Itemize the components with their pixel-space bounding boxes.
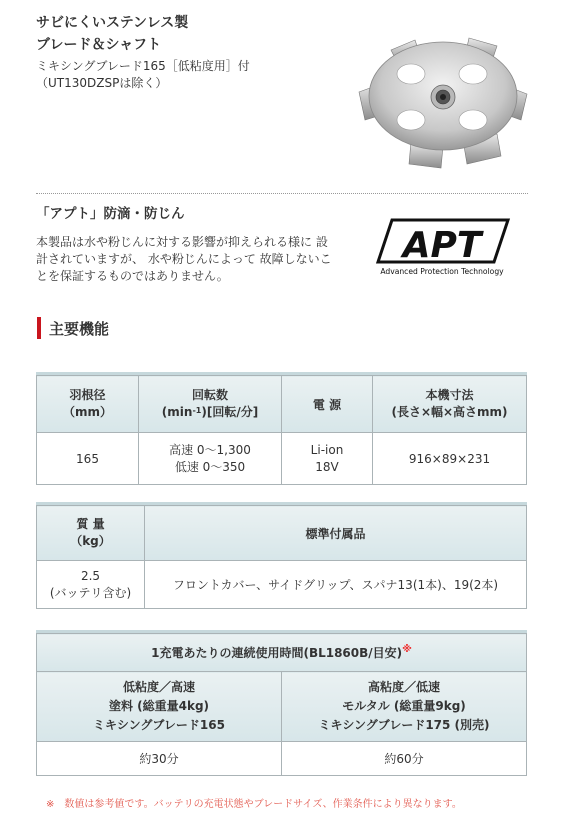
cell-power xyxy=(282,433,373,485)
heading-accent-bar xyxy=(37,317,41,339)
header-speed-line1: 回転数 xyxy=(191,388,228,402)
footnote: ※ 数値は参考値です。バッテリの充電状態やブレードサイズ、作業条件により異なります。 xyxy=(46,799,462,810)
table2-header-accessories: 標準付属品 xyxy=(145,506,527,561)
cell-speed xyxy=(139,433,282,485)
table3-condition-high xyxy=(282,672,527,742)
feature-section xyxy=(36,0,536,180)
header-speed-unit-post: )[回転/分] xyxy=(201,405,259,419)
table3-header-row xyxy=(37,634,527,672)
feature-description xyxy=(36,58,250,92)
cell-accessories: フロントカバー、サイドグリップ、スパナ13(1本)、19(2本) xyxy=(145,561,527,609)
cell-diameter: 165 xyxy=(37,433,139,485)
feature-title-line2: ブレード＆シャフト xyxy=(36,37,162,53)
table1-header-row xyxy=(37,376,527,433)
runtime-header-mark: ※ xyxy=(402,644,412,655)
header-weight-line1: 質 量 xyxy=(76,517,105,531)
header-dimensions-line2: (長さ×幅×高さmm) xyxy=(391,405,508,419)
header-speed-unit: (min xyxy=(161,405,193,419)
table3-header-runtime xyxy=(37,634,527,672)
apt-logo-text: APT xyxy=(402,225,482,266)
cell-speed-low: 低速 0〜350 xyxy=(174,459,246,474)
table1-header-diameter xyxy=(37,376,139,433)
condition-high-line2: モルタル (総重量9kg) xyxy=(342,699,466,713)
runtime-header-text: 1充電あたりの連続使用時間(BL1860B/目安) xyxy=(151,646,403,660)
header-diameter-line2: （mm） xyxy=(62,405,112,419)
cell-power-line2: 18V xyxy=(315,459,339,474)
cell-speed-high: 高速 0〜1,300 xyxy=(169,442,251,457)
condition-high-line1: 高粘度／低速 xyxy=(367,680,440,694)
header-dimensions-line1: 本機寸法 xyxy=(425,388,474,402)
table2-header-weight xyxy=(37,506,145,561)
table1-header-speed xyxy=(139,376,282,433)
cell-dimensions: 916×89×231 xyxy=(373,433,527,485)
apt-logo-icon xyxy=(366,216,516,278)
mixing-blade-image xyxy=(351,22,541,172)
apt-logo-subtext: Advanced Protection Technology xyxy=(380,267,504,276)
apt-desc-line1: 本製品は水や粉じんに対する影響が抑えられる様に 設 xyxy=(36,235,328,249)
feature-desc-line2: （UT130DZSPは除く） xyxy=(36,76,168,90)
table1-data-row xyxy=(37,433,527,485)
apt-description xyxy=(36,234,336,285)
apt-desc-line2: 計されていますが、 水や粉じんによって 故障しないこ xyxy=(36,252,332,266)
section-divider xyxy=(36,193,528,194)
table2-data-row xyxy=(37,561,527,609)
spec-table-2 xyxy=(36,505,527,609)
feature-title xyxy=(36,12,188,56)
header-weight-line2: （kg） xyxy=(70,534,111,548)
cell-runtime-low: 約30分 xyxy=(37,742,282,776)
condition-low-line1: 低粘度／高速 xyxy=(122,680,195,694)
header-diameter-line1: 羽根径 xyxy=(69,388,106,402)
table2-header-row xyxy=(37,506,527,561)
section-title: 主要機能 xyxy=(49,319,110,338)
apt-title: 「アプト」防滴・防じん xyxy=(36,206,185,222)
cell-runtime-high: 約60分 xyxy=(282,742,527,776)
cell-weight-line1: 2.5 xyxy=(80,568,101,583)
condition-high-line3: ミキシングブレード175 (別売) xyxy=(318,718,490,732)
feature-title-line1: サビにくいステンレス製 xyxy=(36,15,189,31)
table3-condition-row xyxy=(37,672,527,742)
apt-section xyxy=(36,200,536,300)
cell-power-line1: Li-ion xyxy=(310,442,344,457)
spec-table-1 xyxy=(36,375,527,485)
table1-header-power: 電 源 xyxy=(282,376,373,433)
spec-table-3 xyxy=(36,633,527,776)
condition-low-line2: 塗料 (総重量4kg) xyxy=(108,699,210,713)
section-heading xyxy=(37,316,109,340)
feature-desc-line1: ミキシングブレード165［低粘度用］付 xyxy=(36,59,250,73)
condition-low-line3: ミキシングブレード165 xyxy=(93,718,225,732)
table3-data-row xyxy=(37,742,527,776)
table1-header-dimensions xyxy=(373,376,527,433)
table3-condition-low xyxy=(37,672,282,742)
header-speed-sup: -1 xyxy=(192,406,202,415)
header-speed-line2 xyxy=(139,404,281,421)
cell-weight xyxy=(37,561,145,609)
apt-desc-line3: とを保証するものではありません。 xyxy=(36,269,229,283)
cell-weight-line2: (バッテリ含む) xyxy=(49,585,132,600)
